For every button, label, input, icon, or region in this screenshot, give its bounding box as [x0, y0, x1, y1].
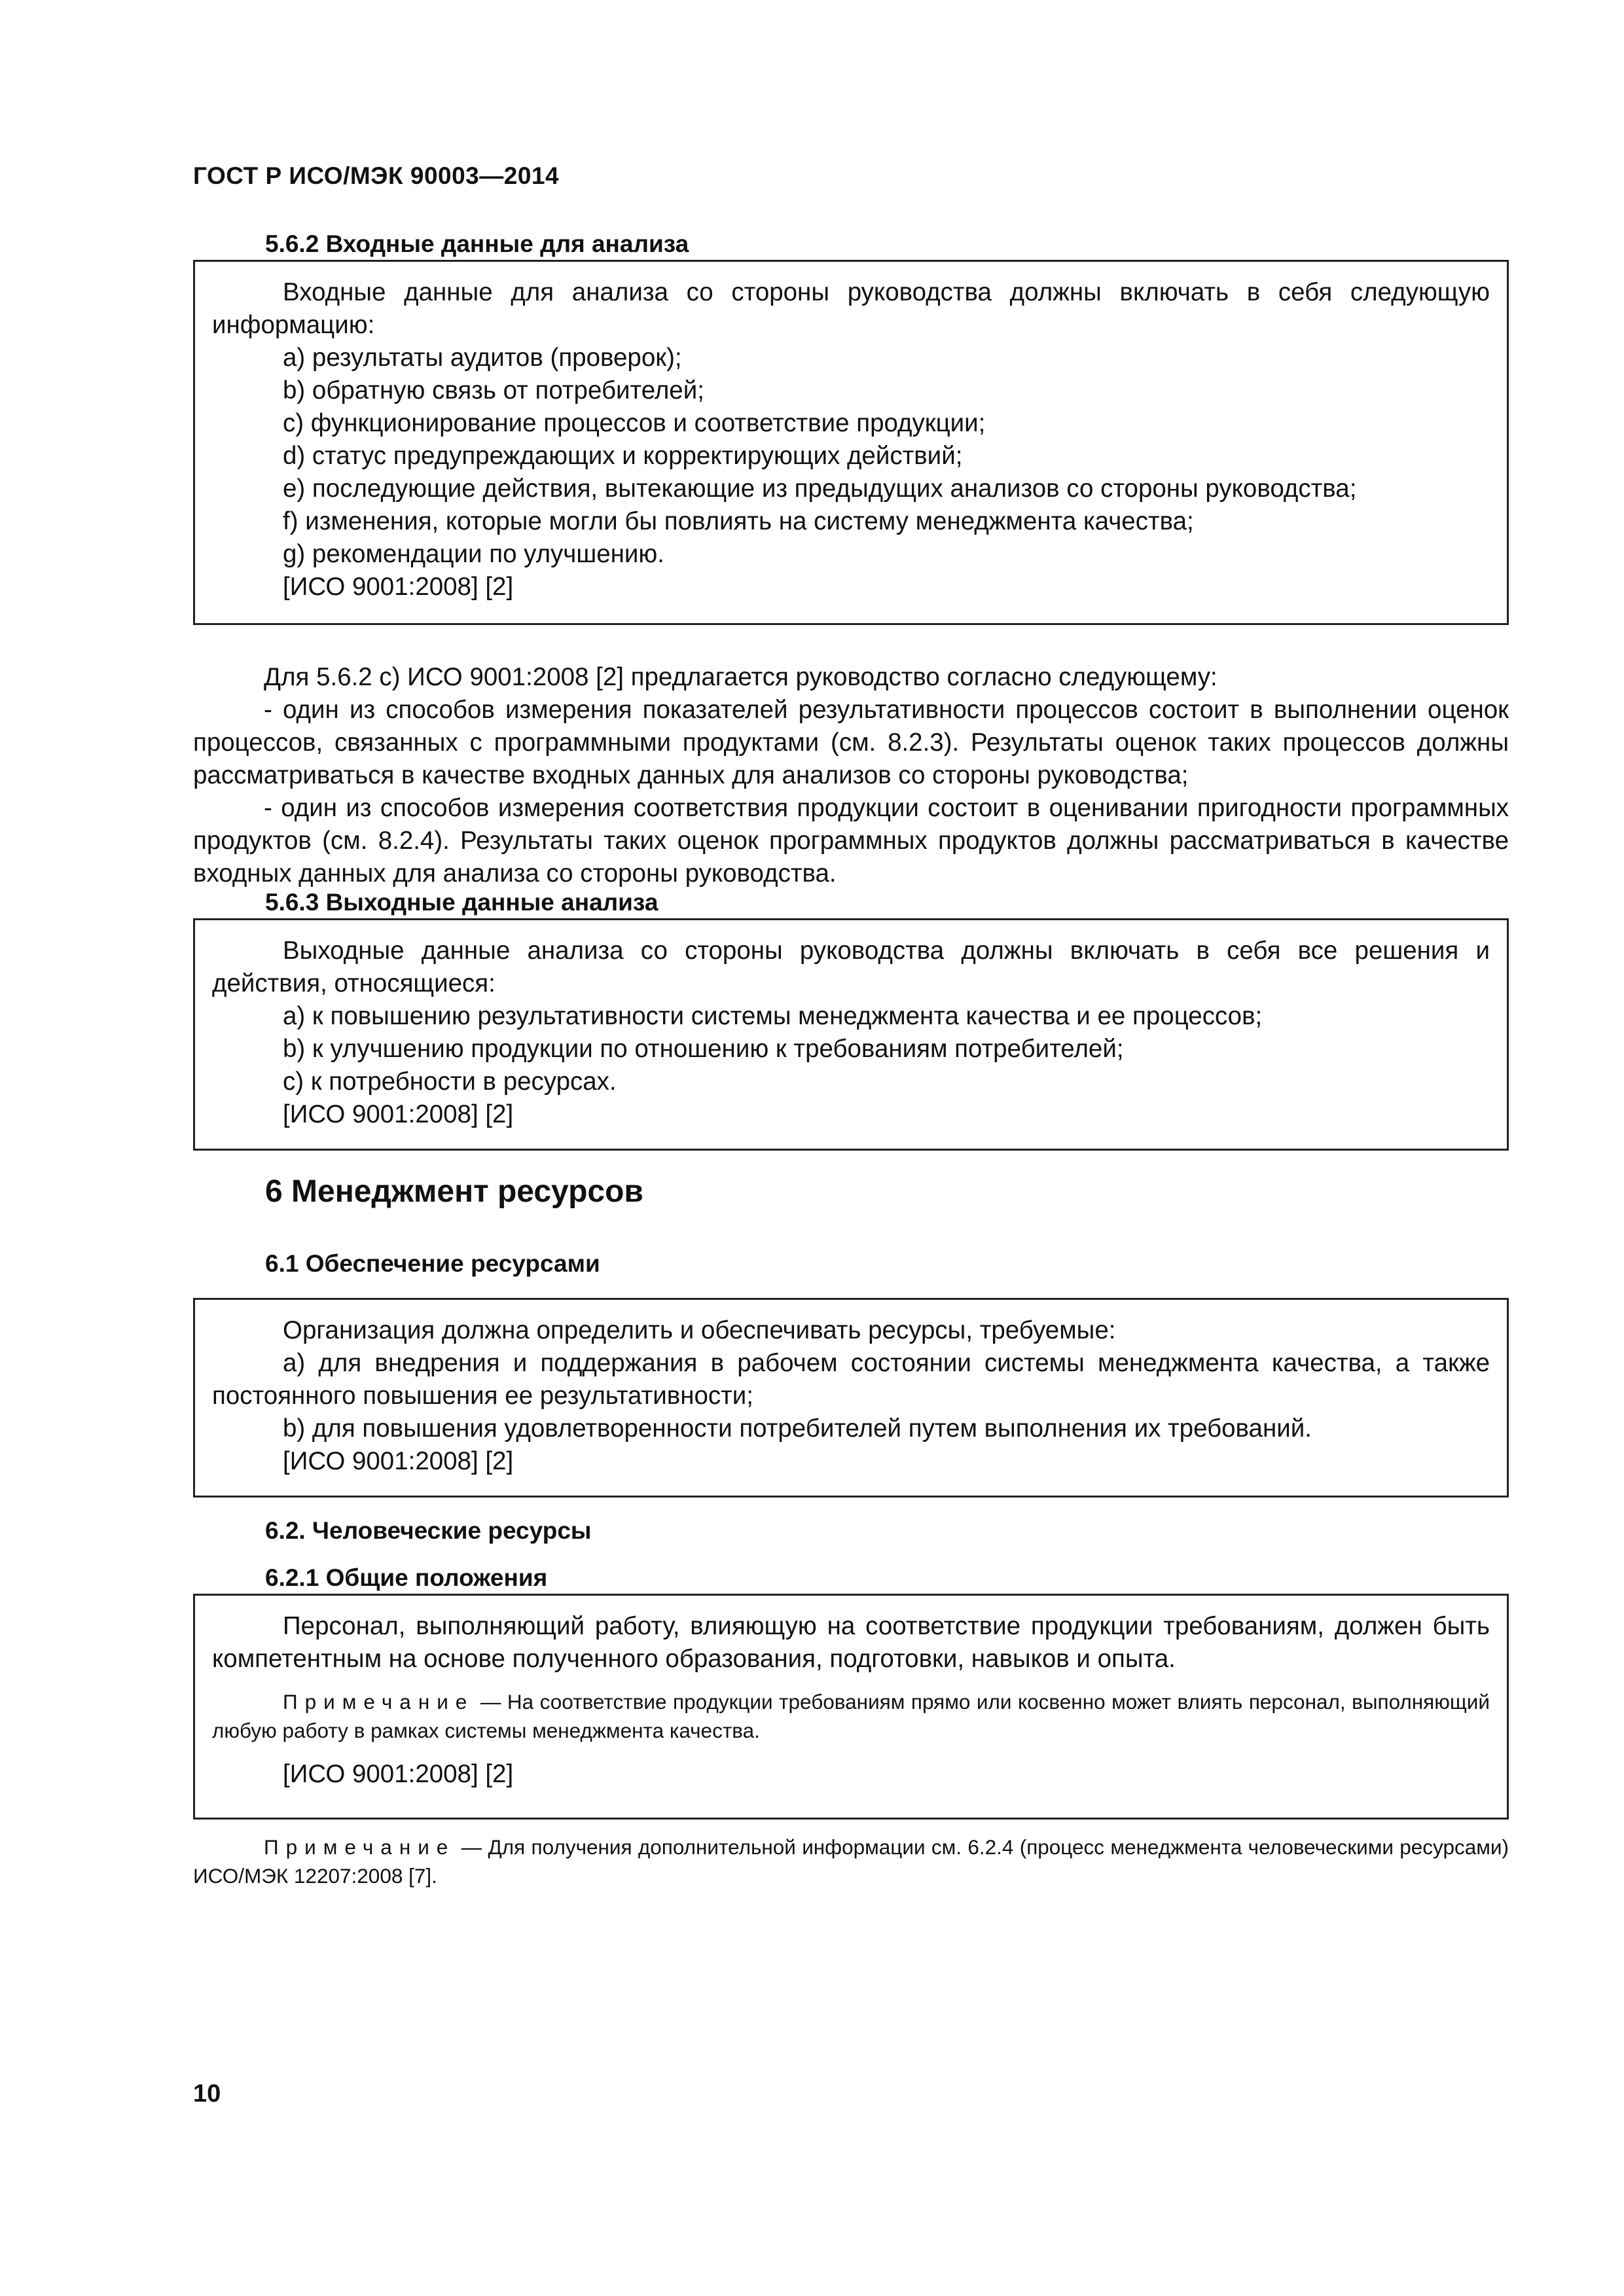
page-number: 10 — [193, 2080, 221, 2108]
section-title-6-1: 6.1 Обеспечение ресурсами — [265, 1250, 600, 1277]
requirement-intro: Организация должна определить и обеспечивать ресурсы, требуемые: — [283, 1316, 1116, 1344]
document-header: ГОСТ Р ИСО/МЭК 90003—2014 — [193, 162, 560, 189]
chapter-title-6: 6 Менеджмент ресурсов — [265, 1174, 643, 1209]
list-item: b) для повышения удовлетворенности потребителей путем выполнения их требований. — [283, 1414, 1312, 1443]
section-title-6-2: 6.2. Человеческие ресурсы — [265, 1517, 592, 1544]
guidance-text — [193, 661, 1509, 890]
requirement-box-5-6-3 — [193, 918, 1509, 1151]
reference: [ИСО 9001:2008] [2] — [283, 573, 514, 601]
list-item: g) рекомендации по улучшению. — [283, 540, 664, 568]
requirement-text: Персонал, выполняющий работу, влияющую на соответствие продукции требованиям, должен быть компетентным на основе полученного образования, подготовки, навыков и опыта. — [212, 1612, 1490, 1673]
list-item: a) к повышению результативности системы менеджмента качества и ее процессов; — [283, 1002, 1263, 1030]
section-title-5-6-3: 5.6.3 Выходные данные анализа — [265, 889, 659, 916]
list-item: d) статус предупреждающих и корректирующих действий; — [283, 442, 963, 470]
list-item: b) обратную связь от потребителей; — [283, 376, 704, 404]
requirement-box-5-6-2 — [193, 260, 1509, 625]
note-label: Примечание — [283, 1690, 475, 1713]
list-item: a) результаты аудитов (проверок); — [283, 344, 682, 372]
footnote-text — [193, 1833, 1509, 1890]
footnote — [193, 1833, 1509, 1890]
guidance-point: - один из способов измерения показателей результативности процессов состоит в выполнении оценок процессов, связанных с программными продуктами (см. 8.2.3). Результаты оценок таких процессов должны рассматриваться в качестве входных данных для анализов со стороны руководства; — [193, 696, 1509, 789]
requirement-intro: Входные данные для анализа со стороны руководства должны включать в себя следующую информацию: — [212, 278, 1490, 339]
box-note — [212, 1687, 1490, 1745]
note-label: Примечание — [264, 1835, 456, 1859]
note-text: — Для получения дополнительной информации см. 6.2.4 (процесс менеджмента человеческими ресурсами) ИСО/МЭК 12207:2008 [7]. — [193, 1835, 1509, 1888]
list-item: b) к улучшению продукции по отношению к требованиям потребителей; — [283, 1035, 1124, 1063]
requirement-intro: Выходные данные анализа со стороны руководства должны включать в себя все решения и действия, относящиеся: — [212, 937, 1490, 997]
guidance-point: - один из способов измерения соответствия продукции состоит в оценивании пригодности программных продуктов (см. 8.2.4). Результаты таких оценок программных продуктов должны рассматриваться в качестве входных данных для анализа со стороны руководства. — [193, 794, 1509, 888]
list-item: c) функционирование процессов и соответствие продукции; — [283, 409, 986, 437]
note-text: — На соответствие продукции требованиям прямо или косвенно может влиять персонал, выполняющий любую работу в рамках системы менеджмента качества. — [212, 1690, 1490, 1742]
guidance-intro: Для 5.6.2 с) ИСО 9001:2008 [2] предлагается руководство согласно следующему: — [264, 663, 1218, 691]
reference: [ИСО 9001:2008] [2] — [283, 1760, 514, 1788]
reference: [ИСО 9001:2008] [2] — [283, 1447, 514, 1475]
requirement-box-6-1 — [193, 1298, 1509, 1498]
reference: [ИСО 9001:2008] [2] — [283, 1100, 514, 1128]
list-item: e) последующие действия, вытекающие из предыдущих анализов со стороны руководства; — [283, 475, 1357, 503]
list-item: а) для внедрения и поддержания в рабочем состоянии системы менеджмента качества, а также постоянного повышения ее результативности; — [212, 1349, 1490, 1410]
list-item: f) изменения, которые могли бы повлиять на систему менеджмента качества; — [283, 507, 1194, 535]
section-title-5-6-2: 5.6.2 Входные данные для анализа — [265, 230, 689, 257]
section-title-6-2-1: 6.2.1 Общие положения — [265, 1564, 548, 1591]
requirement-box-6-2-1 — [193, 1594, 1509, 1820]
list-item: c) к потребности в ресурсах. — [283, 1067, 617, 1096]
